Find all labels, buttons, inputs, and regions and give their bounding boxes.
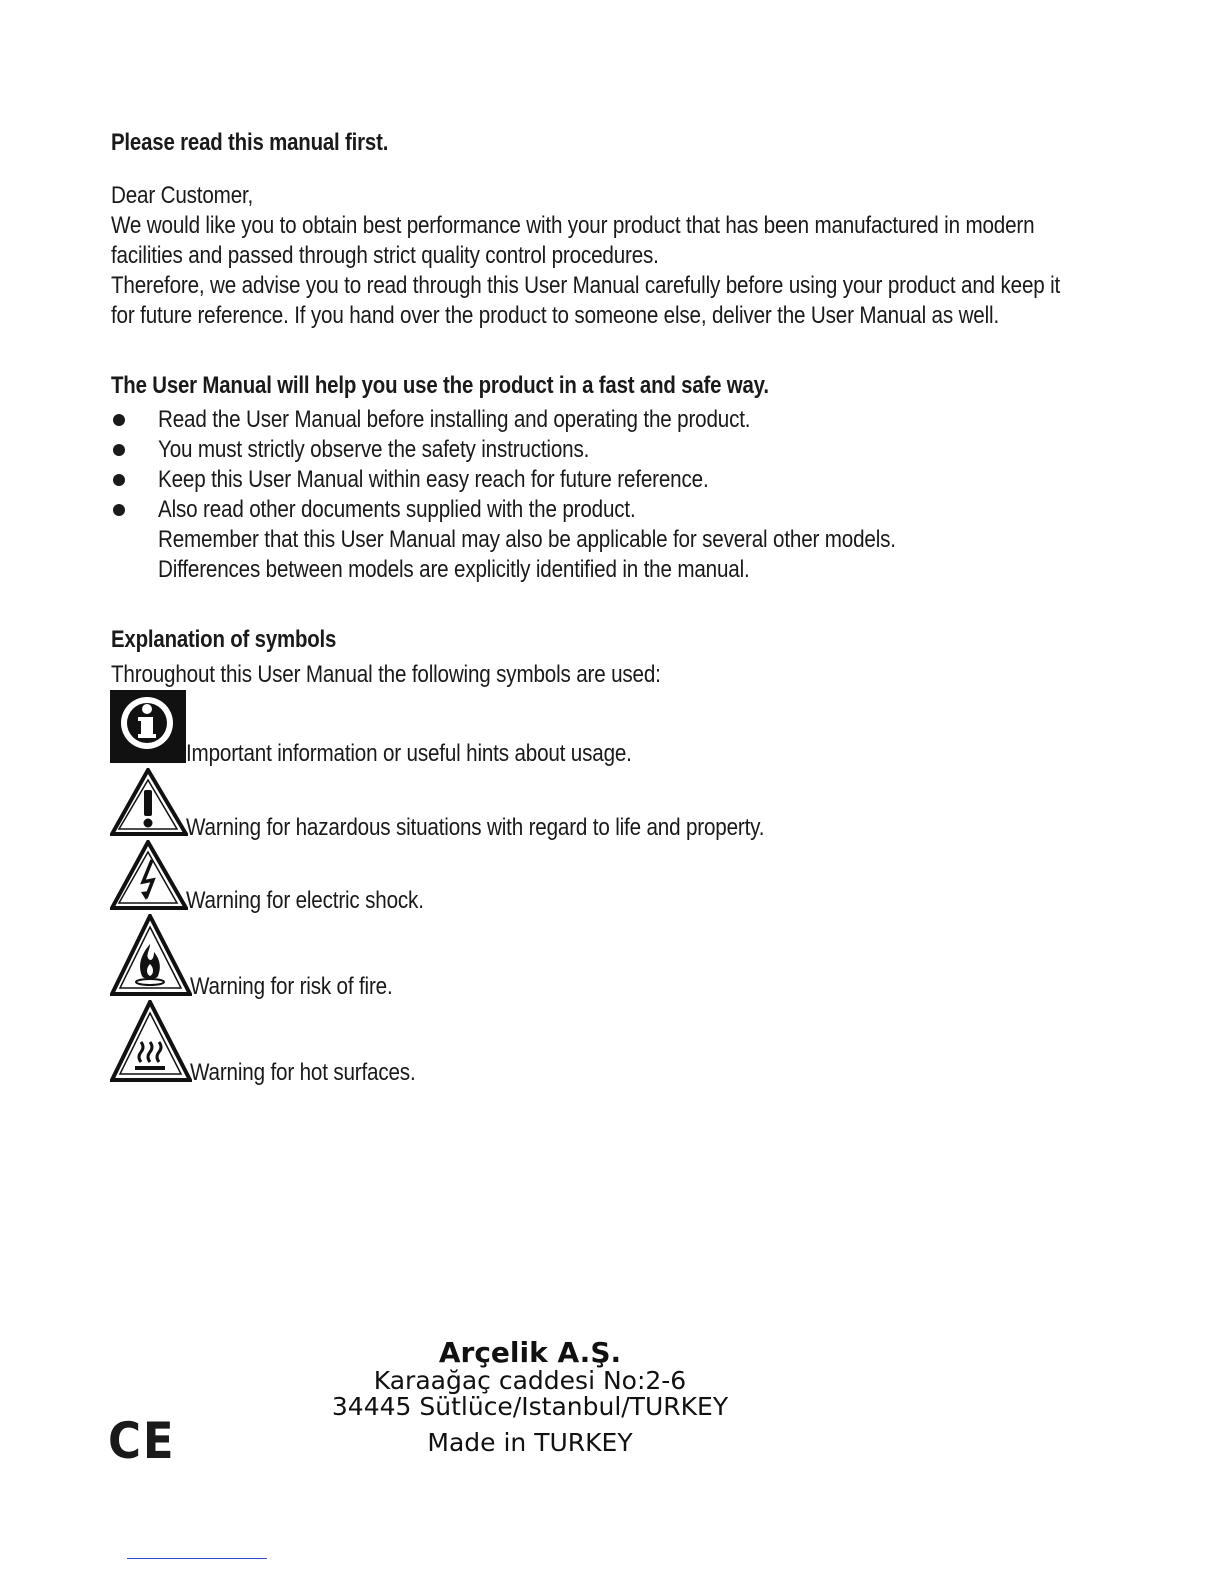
symbol-text-electric: Warning for electric shock. <box>186 887 424 914</box>
intro-line: for future reference. If you hand over the product to someone else, deliver the User Manual as well. <box>111 302 1000 329</box>
bullet-dot <box>113 474 125 486</box>
company-city: 34445 Sütlüce/Istanbul/TURKEY <box>331 1392 729 1421</box>
company-street: Karaağaç caddesi No:2-6 <box>373 1366 687 1395</box>
symbol-text-warning: Warning for hazardous situations with regard to life and property. <box>186 814 765 841</box>
bullet-dot <box>113 444 125 456</box>
guide-note: Remember that this User Manual may also be applicable for several other models. <box>158 526 896 553</box>
intro-line: Therefore, we advise you to read through this User Manual carefully before using your product and keep it <box>111 272 1061 299</box>
bullet-dot <box>113 414 125 426</box>
bullet-item: Read the User Manual before installing and operating the product. <box>158 406 751 433</box>
intro-heading: Please read this manual first. <box>111 129 389 156</box>
hot-surface-icon <box>110 1000 192 1084</box>
bullet-item: You must strictly observe the safety instructions. <box>158 436 590 463</box>
ce-mark-logo: CE <box>108 1412 176 1470</box>
symbols-heading: Explanation of symbols <box>111 626 337 653</box>
company-name: Arçelik A.Ş. <box>438 1336 622 1369</box>
warning-icon <box>110 768 188 836</box>
divider-line <box>127 1558 267 1559</box>
bullet-dot <box>113 504 125 516</box>
electric-shock-icon <box>110 840 188 910</box>
symbol-text-fire: Warning for risk of fire. <box>190 973 393 1000</box>
symbol-text-info: Important information or useful hints about usage. <box>186 740 632 767</box>
symbols-intro: Throughout this User Manual the following symbols are used: <box>111 661 661 688</box>
greeting: Dear Customer, <box>111 182 254 209</box>
symbol-text-hot-surface: Warning for hot surfaces. <box>190 1059 416 1086</box>
guide-heading: The User Manual will help you use the product in a fast and safe way. <box>111 372 769 399</box>
fire-icon <box>110 914 192 998</box>
guide-note: Differences between models are explicitly identified in the manual. <box>158 556 750 583</box>
intro-line: We would like you to obtain best performance with your product that has been manufactured in modern <box>111 212 1035 239</box>
intro-line: facilities and passed through strict quality control procedures. <box>111 242 659 269</box>
info-icon <box>110 690 186 763</box>
bullet-item: Also read other documents supplied with the product. <box>158 496 636 523</box>
bullet-item: Keep this User Manual within easy reach for future reference. <box>158 466 709 493</box>
made-in: Made in TURKEY <box>427 1428 633 1457</box>
